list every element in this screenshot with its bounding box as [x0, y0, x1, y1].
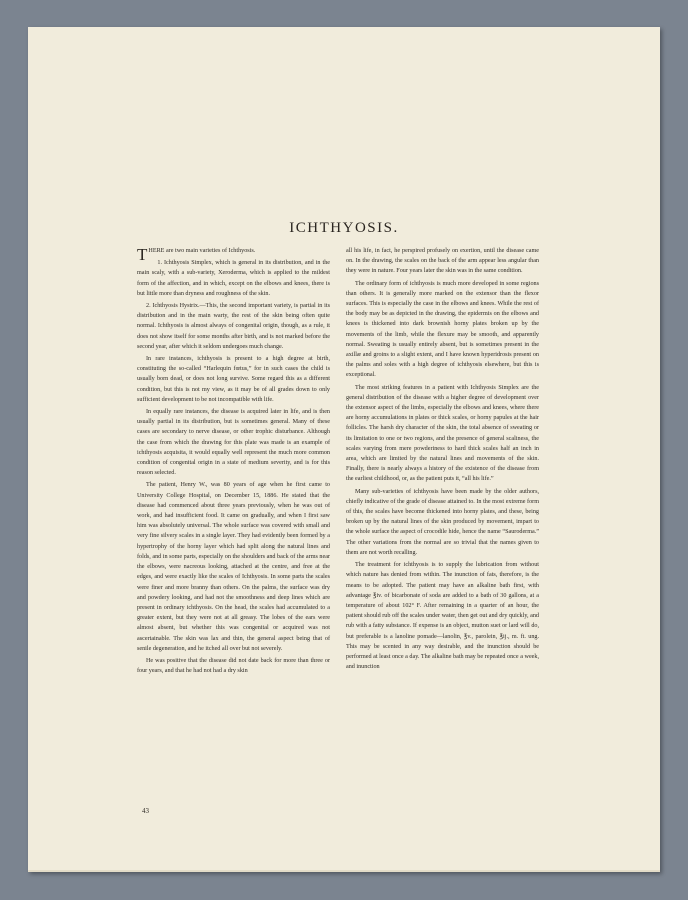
paragraph: all his life, in fact, he perspired profusely on exertion, until the disease came on. In the drawing, the scales on the back of the arm appear less angular than they were in nature. Four years later the skin was in the same condition. [346, 248, 539, 275]
page-title: ICHTHYOSIS. [289, 220, 399, 236]
opening-line [137, 245, 330, 264]
right-column [346, 246, 539, 674]
left-column [137, 246, 330, 678]
book-page [28, 27, 660, 872]
paragraph: The patient, Henry W., was 80 years of age when he first came to University College Hospital, on December 15, 1886. He stated that the disease had commenced about three years previously, when he was out of work, and had insufficient food. It came on gradually, and when I first saw him was absolutely universal. The whole surface was covered with small and very fine silvery scales in a single layer. They had evidently been formed by a hypertrophy of the horny layer which had split along the natural lines and folds, and in some parts, especially on the shoulders and back of the arms near the elbows, were nacreous looking, attached at the centre, and free at the edges, and were exactly like the scales of Ichthyosis. In some parts the scales were finer and more branny than others. On the palms, the surface was dry and powdery looking, and had not the smoothness and deep lines which are present in ordinary ichthyosis. On the head, the scales had accumulated to a greater extent, but they were not at all greasy. The lobes of the ears were almost absent, but whether this was congenital or acquired was not ascertainable. The skin was lax and thin, the general aspect being that of senile degeneration, and he itched all over but not severely. [137, 482, 330, 652]
drop-cap: T [137, 245, 148, 264]
paragraph: Many sub-varieties of ichthyosis have been made by the older authors, chiefly indicative of the grade of disease attained to. In the most extreme form of this, the scales have become thickened into horny plates, and these, being broken up by the natural lines of the skin produced by movement, impart to the whole surface the aspect of crocodile hide, hence the name “Sauroderma.” The other variations from the normal are so trivial that the names given to them are not worth recalling. [346, 488, 539, 556]
paragraph: The ordinary form of ichthyosis is much more developed in some regions than others. It is generally more marked on the extensor than the flexor surfaces. This is especially the case in the elbows and knees. While the rest of the body may be as depicted in the drawing, the epidermis on the elbows and knees is thickened into dark brownish horny plates broken up by the movements of the limb, while the flexure may be smooth, and apparently normal. Sweating is usually entirely absent, but is sometimes present in the axillæ and groins to a slight extent, and I have known hyperidrosis present on the palms and soles with a high degree of ichthyosis elsewhere, but this is exceptional. [346, 280, 539, 379]
paragraph: 1. Ichthyosis Simplex, which is general in its distribution, and in the main scaly, with a sub-variety, Xeroderma, which is applied to the mildest form of the affection, and in which, except on the elbows and knees, there is but little more than dryness and roughness of the skin. [137, 260, 330, 297]
page-number: 43 [142, 807, 149, 815]
paragraph: The treatment for ichthyosis is to supply the lubrication from without which nature has denied from within. The inunction of fats, therefore, is the means to be adopted. The patient may have an alkaline bath first, with advantage ℥iv. of bicarbonate of soda are added to a bath of 30 gallons, at a temperature of about 102° F. After remaining in a quarter of an hour, the patient should rub off the scales under water, then get out and dry quickly, and rub with a fatty substance. If expense is an object, mutton suet or lard will do, but preferable is a lanoline pomade—lanolin, ℥v., parolein, ℥ij., m. ft. ung. This may be scented in any way desirable, and the inunction should be performed at least once a day. The alkaline bath may be repeated once a week, and inunction [346, 562, 539, 671]
paragraph: In equally rare instances, the disease is acquired later in life, and is then usually partial in its distribution, but is sometimes general. Many of these cases are secondary to nerve disease, or other trophic disturbance. Although the case from which the drawing for this plate was made is an example of ichthyosis acquisita, it would equally well represent the much more common condition of congenital origin in a state of medium severity, and is for this reason selected. [137, 409, 330, 477]
paragraph: 2. Ichthyosis Hystrix.—This, the second important variety, is partial in its distribution and in the main warty, the rest of the skin being often quite normal. Ichthyosis is almost always of congenital origin, though, as a rule, it does not show itself for some months after birth, and is not marked before the second year, after which it seldom undergoes much change. [137, 303, 330, 350]
opening-text: HERE are two main varieties of Ichthyosis. [148, 248, 256, 254]
paragraph: In rare instances, ichthyosis is present to a high degree at birth, constituting the so-called “Harlequin fœtus,” for in such cases the child is usually born dead, or does not long survive. Some regard this as a different condition, but this is not my view, as it may be of all grades down to only sufficient development to be not incompatible with life. [137, 356, 330, 403]
paragraph: He was positive that the disease did not date back for more than three or four years, and that he had not had a dry skin [137, 657, 330, 675]
paragraph: The most striking features in a patient with Ichthyosis Simplex are the general distribution of the disease with a higher degree of development over the extensor aspect of the limbs, especially the elbows and knees, where there are horny accumulations in plates or thick scales, or horny papules at the hair follicles. The harsh dry character of the skin, the total absence of sweating or its limitation to one or two regions, and the presence of general scaliness, the scales varying from mere powderiness to hard thick scales half an inch in area, which are limited by the natural lines and movements of the skin. Finally, there is nearly always a history of the existence of the disease from the earliest childhood, or, as the patient puts it, “all his life.” [346, 384, 539, 483]
